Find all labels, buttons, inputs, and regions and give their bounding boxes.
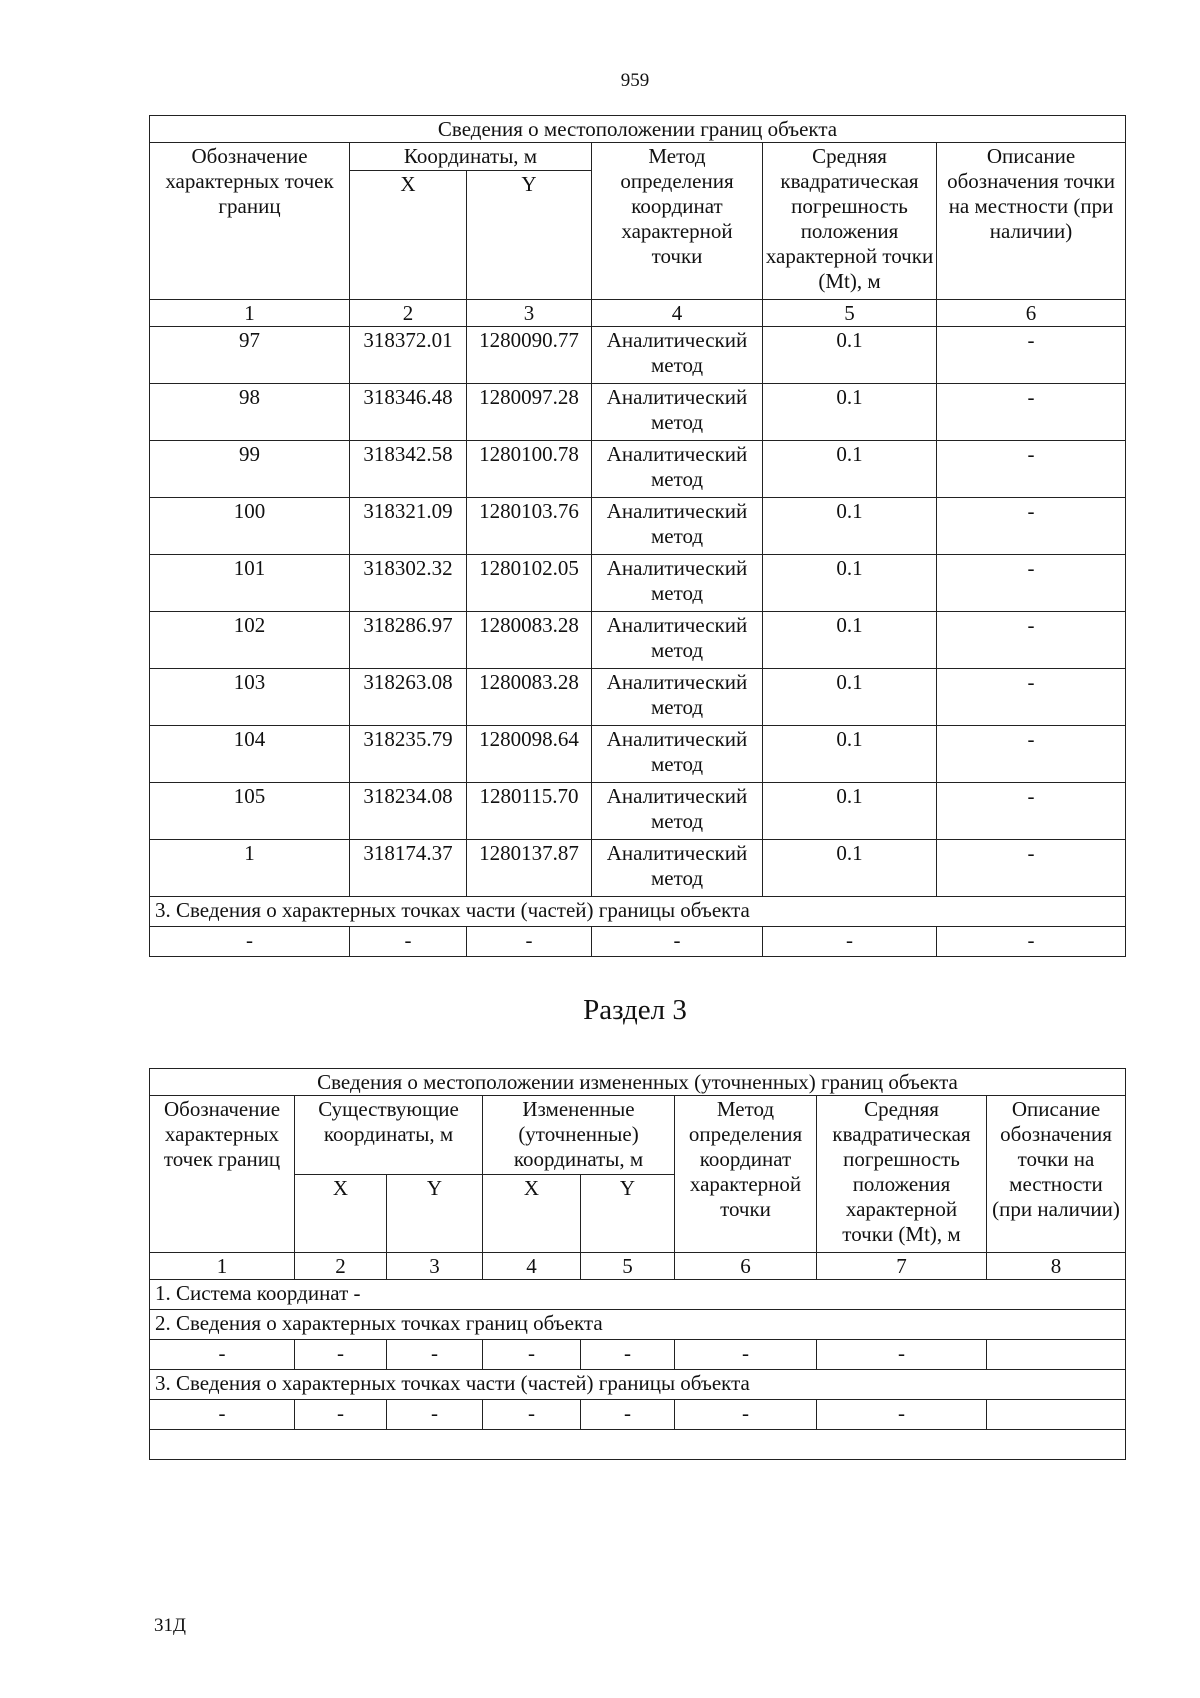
- coord-x: 318342.58: [350, 441, 467, 498]
- empty-cell: -: [350, 927, 467, 957]
- empty-cell: [987, 1340, 1126, 1370]
- changed-boundary-table: [149, 1068, 1126, 1460]
- coord-x: 318286.97: [350, 612, 467, 669]
- header-y: Y: [467, 170, 592, 299]
- header-mean-error: Средняя квадратическая погрешность положения характерной точки (Mt), м: [763, 143, 937, 300]
- header-method: Метод определения координат характерной точки: [675, 1096, 817, 1253]
- empty-cell: -: [387, 1340, 483, 1370]
- coord-y: 1280097.28: [467, 384, 592, 441]
- method: Аналитический метод: [592, 498, 763, 555]
- coord-y: 1280100.78: [467, 441, 592, 498]
- point-id: 103: [150, 669, 350, 726]
- coord-x: 318302.32: [350, 555, 467, 612]
- method: Аналитический метод: [592, 726, 763, 783]
- footer-code: 31Д: [154, 1615, 186, 1636]
- mean-error: 0.1: [763, 612, 937, 669]
- table-row: [150, 1400, 1126, 1430]
- column-numbers-row: [150, 300, 1126, 327]
- method: Аналитический метод: [592, 840, 763, 897]
- empty-cell: -: [150, 927, 350, 957]
- coord-y: 1280098.64: [467, 726, 592, 783]
- description: -: [937, 384, 1126, 441]
- table2-points-title: 2. Сведения о характерных точках границ объекта: [150, 1310, 1126, 1340]
- method: Аналитический метод: [592, 555, 763, 612]
- header-description: Описание обозначения точки на местности (при наличии): [987, 1096, 1126, 1253]
- mean-error: 0.1: [763, 840, 937, 897]
- col-number: 6: [675, 1253, 817, 1280]
- coord-x: 318346.48: [350, 384, 467, 441]
- description: -: [937, 783, 1126, 840]
- table1-parts-title: 3. Сведения о характерных точках части (частей) границы объекта: [150, 897, 1126, 927]
- col-number: 4: [483, 1253, 581, 1280]
- empty-cell: -: [675, 1400, 817, 1430]
- header-existing-y: Y: [387, 1174, 483, 1253]
- section-title: Раздел 3: [583, 994, 687, 1026]
- coord-y: 1280103.76: [467, 498, 592, 555]
- col-number: 3: [467, 300, 592, 327]
- table-row: [150, 498, 1126, 555]
- point-id: 104: [150, 726, 350, 783]
- mean-error: 0.1: [763, 726, 937, 783]
- col-number: 7: [817, 1253, 987, 1280]
- description: -: [937, 555, 1126, 612]
- method: Аналитический метод: [592, 327, 763, 384]
- description: -: [937, 498, 1126, 555]
- table2-parts-title: 3. Сведения о характерных точках части (частей) границы объекта: [150, 1370, 1126, 1400]
- coord-x: 318235.79: [350, 726, 467, 783]
- point-id: 101: [150, 555, 350, 612]
- coord-y: 1280083.28: [467, 612, 592, 669]
- table-row: [150, 726, 1126, 783]
- col-number: 2: [350, 300, 467, 327]
- coord-x: 318263.08: [350, 669, 467, 726]
- method: Аналитический метод: [592, 612, 763, 669]
- method: Аналитический метод: [592, 384, 763, 441]
- table-row: [150, 384, 1126, 441]
- header-coordinates: Координаты, м: [350, 143, 592, 171]
- header-existing-x: X: [295, 1174, 387, 1253]
- col-number: 1: [150, 300, 350, 327]
- point-id: 105: [150, 783, 350, 840]
- table2-title: Сведения о местоположении измененных (уточненных) границ объекта: [150, 1069, 1126, 1096]
- mean-error: 0.1: [763, 669, 937, 726]
- table-row: [150, 441, 1126, 498]
- empty-cell: -: [467, 927, 592, 957]
- empty-cell: -: [150, 1340, 295, 1370]
- description: -: [937, 441, 1126, 498]
- table-row: [150, 927, 1126, 957]
- empty-cell: -: [387, 1400, 483, 1430]
- table-row: [150, 327, 1126, 384]
- table-row: [150, 840, 1126, 897]
- point-id: 102: [150, 612, 350, 669]
- header-point-designation: Обозначение характерных точек границ: [150, 143, 350, 300]
- header-method: Метод определения координат характерной точки: [592, 143, 763, 300]
- method: Аналитический метод: [592, 669, 763, 726]
- point-id: 1: [150, 840, 350, 897]
- coord-y: 1280115.70: [467, 783, 592, 840]
- col-number: 1: [150, 1253, 295, 1280]
- description: -: [937, 726, 1126, 783]
- empty-cell: -: [592, 927, 763, 957]
- empty-row: [150, 1430, 1126, 1460]
- empty-cell: -: [581, 1400, 675, 1430]
- header-description: Описание обозначения точки на местности (при наличии): [937, 143, 1126, 300]
- empty-cell: -: [817, 1340, 987, 1370]
- method: Аналитический метод: [592, 441, 763, 498]
- empty-cell: -: [295, 1400, 387, 1430]
- mean-error: 0.1: [763, 555, 937, 612]
- description: -: [937, 612, 1126, 669]
- description: -: [937, 327, 1126, 384]
- method: Аналитический метод: [592, 783, 763, 840]
- empty-cell: [987, 1400, 1126, 1430]
- header-mean-error: Средняя квадратическая погрешность положения характерной точки (Mt), м: [817, 1096, 987, 1253]
- col-number: 5: [581, 1253, 675, 1280]
- table-row: [150, 1340, 1126, 1370]
- header-x: X: [350, 170, 467, 299]
- table-row: [150, 669, 1126, 726]
- coord-y: 1280083.28: [467, 669, 592, 726]
- col-number: 3: [387, 1253, 483, 1280]
- empty-cell: -: [937, 927, 1126, 957]
- point-id: 98: [150, 384, 350, 441]
- empty-cell: -: [295, 1340, 387, 1370]
- mean-error: 0.1: [763, 498, 937, 555]
- col-number: 6: [937, 300, 1126, 327]
- header-changed-y: Y: [581, 1174, 675, 1253]
- point-id: 100: [150, 498, 350, 555]
- coord-x: 318174.37: [350, 840, 467, 897]
- header-existing-coordinates: Существующие координаты, м: [295, 1096, 483, 1175]
- mean-error: 0.1: [763, 384, 937, 441]
- header-changed-x: X: [483, 1174, 581, 1253]
- empty-cell: -: [763, 927, 937, 957]
- column-numbers-row: [150, 1253, 1126, 1280]
- empty-cell: -: [150, 1400, 295, 1430]
- table-row: [150, 612, 1126, 669]
- page-number: 959: [620, 70, 650, 91]
- coord-y: 1280137.87: [467, 840, 592, 897]
- mean-error: 0.1: [763, 327, 937, 384]
- description: -: [937, 669, 1126, 726]
- coord-y: 1280090.77: [467, 327, 592, 384]
- header-changed-coordinates: Измененные (уточненные) координаты, м: [483, 1096, 675, 1175]
- empty-cell: -: [675, 1340, 817, 1370]
- description: -: [937, 840, 1126, 897]
- col-number: 2: [295, 1253, 387, 1280]
- empty-cell: -: [581, 1340, 675, 1370]
- coord-x: 318372.01: [350, 327, 467, 384]
- col-number: 8: [987, 1253, 1126, 1280]
- coord-y: 1280102.05: [467, 555, 592, 612]
- coord-x: 318321.09: [350, 498, 467, 555]
- mean-error: 0.1: [763, 441, 937, 498]
- empty-cell: -: [817, 1400, 987, 1430]
- table-row: [150, 555, 1126, 612]
- coord-x: 318234.08: [350, 783, 467, 840]
- boundary-location-table: [149, 115, 1126, 957]
- table1-title: Сведения о местоположении границ объекта: [150, 116, 1126, 143]
- empty-cell: -: [483, 1400, 581, 1430]
- empty-cell: -: [483, 1340, 581, 1370]
- point-id: 99: [150, 441, 350, 498]
- col-number: 5: [763, 300, 937, 327]
- col-number: 4: [592, 300, 763, 327]
- table-row: [150, 783, 1126, 840]
- point-id: 97: [150, 327, 350, 384]
- mean-error: 0.1: [763, 783, 937, 840]
- table2-system-title: 1. Система координат -: [150, 1280, 1126, 1310]
- header-point-designation: Обозначение характерных точек границ: [150, 1096, 295, 1253]
